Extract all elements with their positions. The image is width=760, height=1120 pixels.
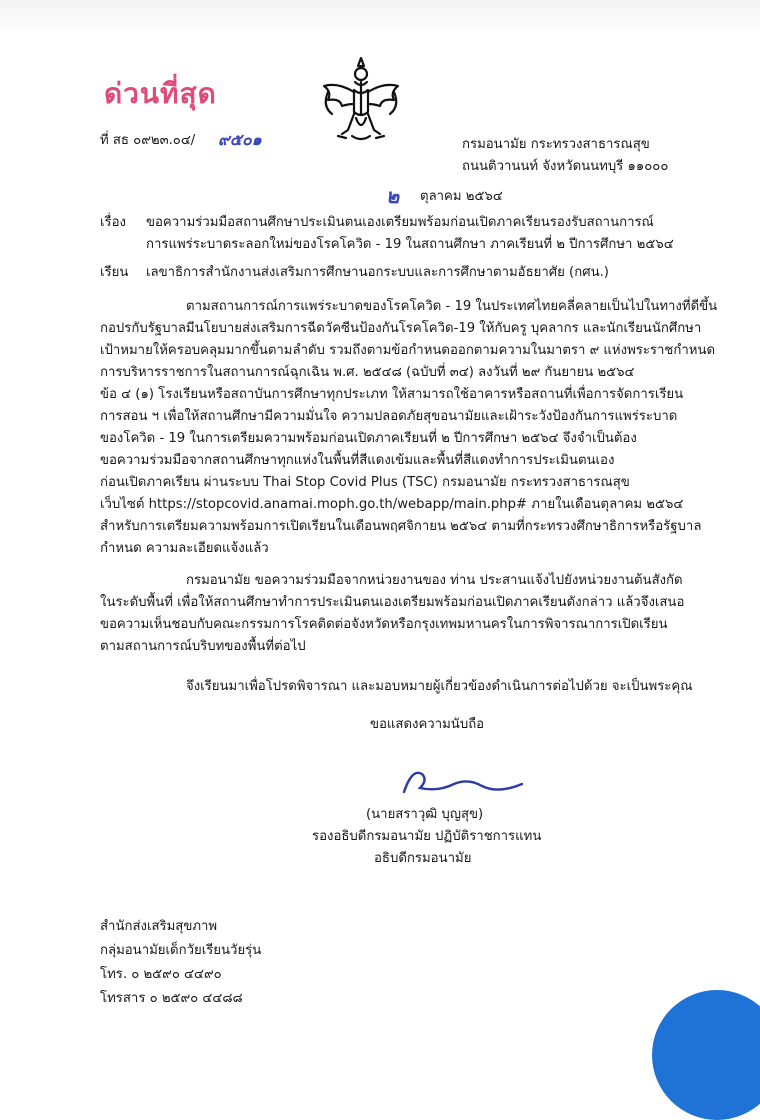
paragraph-line: กรมอนามัย ขอความร่วมมือจากหน่วยงานของ ท่าน ประสานแจ้งไปยังหน่วยงานต้นสังกัด bbox=[186, 573, 683, 588]
paragraph-line: ก่อนเปิดภาคเรียน ผ่านระบบ Thai Stop Covid Plus (TSC) กรมอนามัย กระทรวงสาธารณสุข bbox=[100, 475, 630, 490]
body-paragraph-2 bbox=[100, 570, 684, 658]
doc-number-handwritten: ๙๕๐๑ bbox=[218, 130, 262, 149]
date-month-year: ตุลาคม ๒๕๖๔ bbox=[420, 189, 503, 204]
paragraph-line: ข้อ ๔ (๑) โรงเรียนหรือสถาบันการศึกษาทุกประเภท ให้สามารถใช้อาคารหรือสถานที่เพื่อการจัดการเรียน bbox=[100, 387, 684, 402]
signature-icon bbox=[398, 762, 528, 802]
recipient-label: เรียน bbox=[100, 265, 129, 280]
subject-line1: ขอความร่วมมือสถานศึกษาประเมินตนเองเตรียมพร้อมก่อนเปิดภาคเรียนรองรับสถานการณ์ bbox=[146, 215, 654, 230]
salutation: ขอแสดงความนับถือ bbox=[370, 717, 485, 732]
paragraph-line: ตามสถานการณ์บริบทของพื้นที่ต่อไป bbox=[100, 639, 306, 654]
urgency-stamp: ด่วนที่สุด bbox=[104, 77, 217, 110]
subject-label: เรื่อง bbox=[100, 215, 126, 230]
corner-badge bbox=[652, 990, 760, 1120]
closing-request: จึงเรียนมาเพื่อโปรดพิจารณา และมอบหมายผู้เกี่ยวข้องดำเนินการต่อไปด้วย จะเป็นพระคุณ bbox=[186, 679, 693, 694]
footer-phone: โทร. ๐ ๒๕๙๐ ๔๔๙๐ bbox=[100, 967, 222, 982]
footer-fax: โทรสาร ๐ ๒๕๙๐ ๔๔๘๘ bbox=[100, 991, 243, 1006]
paragraph-line: การบริหารราชการในสถานการณ์ฉุกเฉิน พ.ศ. ๒๕๔๘ (ฉบับที่ ๓๔) ลงวันที่ ๒๙ กันยายน ๒๕๖๔ bbox=[100, 365, 635, 380]
scan-shadow bbox=[0, 0, 760, 38]
signer-title-2: อธิบดีกรมอนามัย bbox=[374, 851, 472, 866]
footer-group: กลุ่มอนามัยเด็กวัยเรียนวัยรุ่น bbox=[100, 943, 262, 958]
sender-line2: ถนนติวานนท์ จังหวัดนนทบุรี ๑๑๐๐๐ bbox=[462, 159, 669, 174]
body-paragraph-1 bbox=[100, 296, 717, 560]
paragraph-line: เป้าหมายให้ครอบคลุมมากขึ้นตามลำดับ รวมถึงตามข้อกำหนดออกตามความในมาตรา ๙ แห่งพระราชกำหนด bbox=[100, 343, 716, 358]
paragraph-line: กำหนด ความละเอียดแจ้งแล้ว bbox=[100, 541, 269, 556]
subject-line2: การแพร่ระบาดระลอกใหม่ของโรคโควิด - 19 ในสถานศึกษา ภาคเรียนที่ ๒ ปีการศึกษา ๒๕๖๔ bbox=[146, 237, 674, 252]
signer-title-1: รองอธิบดีกรมอนามัย ปฏิบัติราชการแทน bbox=[312, 829, 542, 844]
paragraph-line: สำหรับการเตรียมความพร้อมการเปิดเรียนในเดือนพฤศจิกายน ๒๕๖๔ ตามที่กระทรวงศึกษาธิการหรือรัฐบาล bbox=[100, 519, 702, 534]
paragraph-line: ตามสถานการณ์การแพร่ระบาดของโรคโควิด - 19 ในประเทศไทยคลี่คลายเป็นไปในทางที่ดีขึ้น bbox=[186, 299, 718, 314]
paragraph-line: ขอความร่วมมือจากสถานศึกษาทุกแห่งในพื้นที่สีแดงเข้มและพื้นที่สีแดงทำการประเมินตนเอง bbox=[100, 453, 615, 468]
paragraph-line: การสอน ฯ เพื่อให้สถานศึกษามีความมั่นใจ ความปลอดภัยสุขอนามัยและเฝ้าระวังป้องกันการแพร่ระบาด bbox=[100, 409, 678, 424]
date-day-handwritten: ๒ bbox=[386, 184, 400, 208]
recipient-text: เลขาธิการสำนักงานส่งเสริมการศึกษานอกระบบและการศึกษาตามอัธยาศัย (กศน.) bbox=[146, 265, 609, 280]
footer-office: สำนักส่งเสริมสุขภาพ bbox=[100, 919, 218, 934]
paragraph-line: เว็บไซต์ https://stopcovid.anamai.moph.go.th/webapp/main.php# ภายในเดือนตุลาคม ๒๕๖๔ bbox=[100, 497, 684, 512]
sender-line1: กรมอนามัย กระทรวงสาธารณสุข bbox=[462, 137, 650, 152]
paragraph-line: กอปรกับรัฐบาลมีนโยบายส่งเสริมการฉีดวัคซีนป้องกันโรคโควิด-19 ให้กับครู บุคลากร และนักเรียนนักศึกษา bbox=[100, 321, 702, 336]
paragraph-line: ขอความเห็นชอบกับคณะกรรมการโรคติดต่อจังหวัดหรือกรุงเทพมหานครในการพิจารณาการเปิดเรียน bbox=[100, 617, 668, 632]
paragraph-line: ในระดับพื้นที่ เพื่อให้สถานศึกษาทำการประเมินตนเองเตรียมพร้อมก่อนเปิดภาคเรียนดังกล่าว แล้วจึงเสนอ bbox=[100, 595, 685, 610]
doc-number-label: ที่ สธ ๐๙๒๓.๐๔/ bbox=[100, 133, 196, 148]
paragraph-line: ของโควิด - 19 ในการเตรียมความพร้อมก่อนเปิดภาคเรียนที่ ๒ ปีการศึกษา ๒๕๖๔ จึงจำเป็นต้อง bbox=[100, 431, 637, 446]
garuda-emblem-icon bbox=[318, 52, 404, 148]
signer-name: (นายสราวุฒิ บุญสุข) bbox=[366, 807, 484, 822]
